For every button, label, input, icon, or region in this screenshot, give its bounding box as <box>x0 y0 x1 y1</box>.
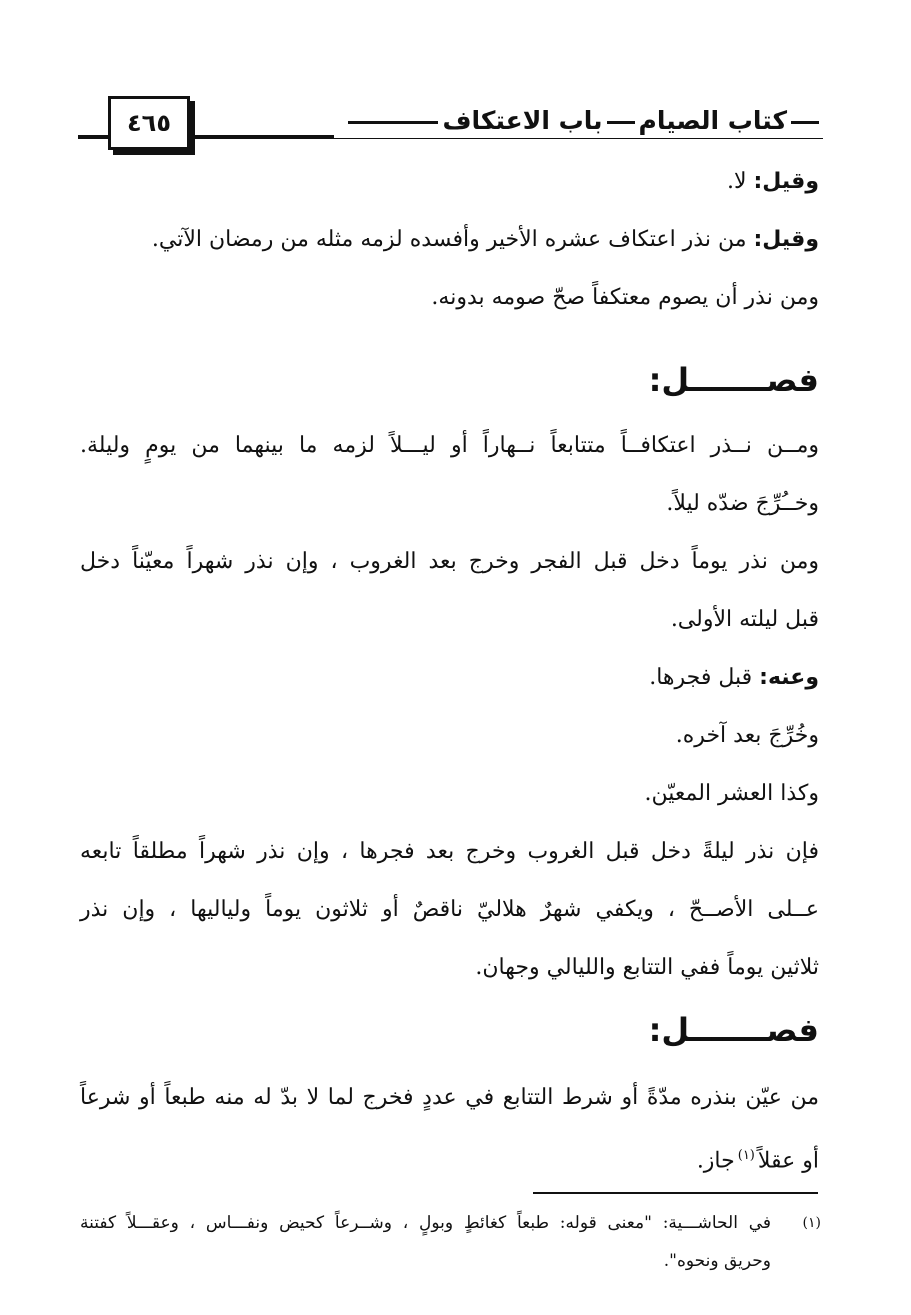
footnote-line: في الحاشـــية: "معنى قوله: طبعاً كغائطٍ وبولٍ ، وشــرعاً كحيض ونفـــاس ، وعقـــلاً كفتنة <box>80 1213 771 1233</box>
footnote-rule <box>533 1192 818 1194</box>
paragraph-lead: وقيل: <box>753 227 819 252</box>
title-dash <box>348 121 438 124</box>
footnote-marker: (١) <box>802 1215 821 1231</box>
running-title <box>334 104 823 138</box>
title-dash <box>607 121 635 124</box>
title-dash <box>791 121 819 124</box>
section-heading: فصـــــــل: <box>648 361 819 399</box>
book-title: كتاب الصيام <box>638 106 787 135</box>
paragraph-line: فإن نذر ليلةً دخل قبل الغروب وخرج بعد فجرها ، وإن نذر شهراً مطلقاً تابعه <box>80 839 819 864</box>
paragraph-text: وخُرِّجَ بعد آخره. <box>675 723 819 748</box>
paragraph-text: وكذا العشر المعيّن. <box>644 781 819 806</box>
page-header <box>78 92 823 156</box>
chapter-title: باب الاعتكاف <box>442 106 603 135</box>
paragraph-text: قبل فجرها. <box>649 665 753 690</box>
footnote-line: وحريق ونحوه". <box>663 1251 771 1271</box>
paragraph <box>645 778 819 810</box>
paragraph-line: ومن نذر يوماً دخل قبل الفجر وخرج بعد الغروب ، وإن نذر شهراً معيّناً دخل <box>80 549 819 574</box>
paragraph <box>431 282 819 314</box>
paragraph-lead: وقيل: <box>753 169 819 194</box>
paragraph <box>649 662 819 694</box>
footnote-reference[interactable]: (١) <box>737 1148 755 1163</box>
paragraph-line <box>697 1140 819 1177</box>
paragraph-lead: وعنه: <box>759 665 819 690</box>
paragraph <box>727 166 819 198</box>
paragraph-text: أو عقلاً <box>757 1148 819 1174</box>
section-heading: فصـــــــل: <box>648 1011 819 1049</box>
paragraph-line: ومــن نــذر اعتكافــاً متتابعاً نــهاراً أو ليـــلاً لزمه ما بينهما من يومٍ وليلة. <box>80 433 819 458</box>
paragraph-text: لا. <box>726 169 747 194</box>
paragraph-line: عــلى الأصــحّ ، ويكفي شهرٌ هلاليّ ناقصٌ أو ثلاثون يوماً ولياليها ، وإن نذر <box>80 897 819 922</box>
paragraph <box>676 720 819 752</box>
paragraph <box>152 224 819 256</box>
paragraph-text: ومن نذر أن يصوم معتكفاً صحّ صومه بدونه. <box>431 285 819 310</box>
paragraph-text: من نذر اعتكاف عشره الأخير وأفسده لزمه مثله من رمضان الآتي. <box>151 227 747 252</box>
paragraph-line: من عيّن بنذره مدّةً أو شرط التتابع في عددٍ فخرج لما لا بدّ له منه طبعاً أو شرعاً <box>80 1085 819 1110</box>
page-number: ٤٦٥ <box>108 96 190 150</box>
paragraph-line: وخــُرِّجَ ضدّه ليلاً. <box>666 491 819 516</box>
paragraph-line: قبل ليلته الأولى. <box>670 607 819 632</box>
paragraph-text: جاز. <box>696 1148 735 1174</box>
paragraph-line: ثلاثين يوماً ففي التتابع والليالي وجهان. <box>475 955 819 980</box>
